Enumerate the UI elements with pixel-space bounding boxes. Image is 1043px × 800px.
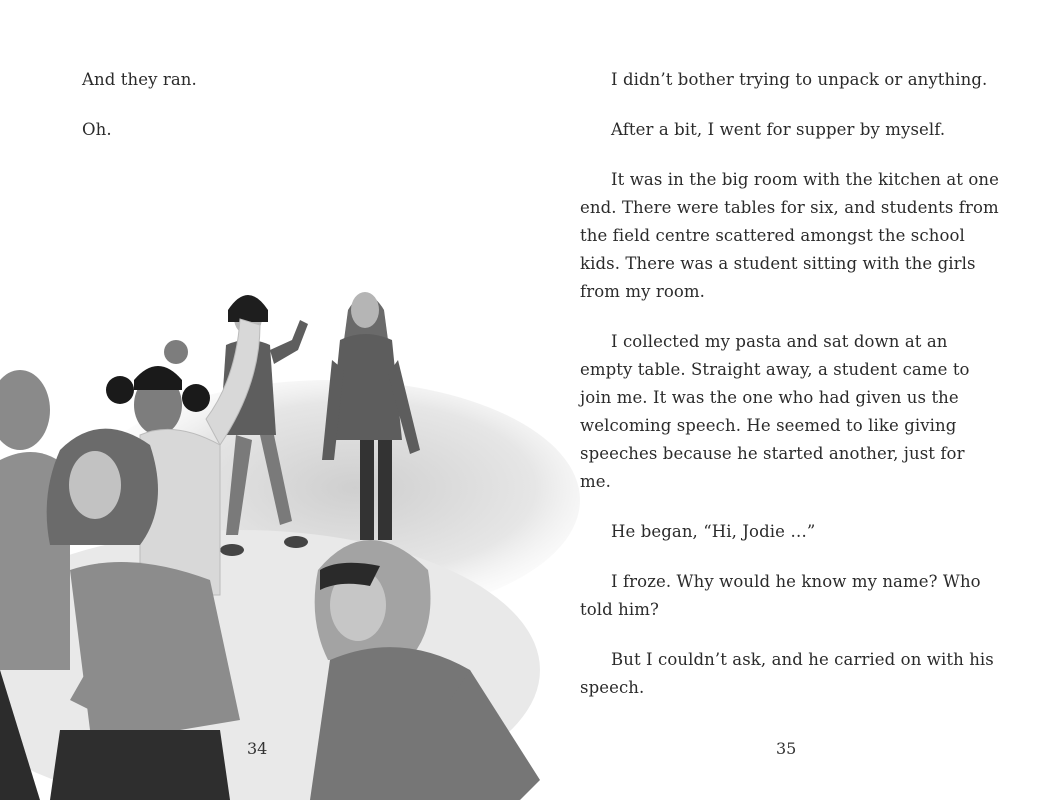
left-page-text [82,66,482,166]
page-number: 35 [776,739,797,758]
left-page [0,0,521,800]
right-page-text [580,66,1000,724]
paragraph: I froze. Why would he know my name? Who told him? [580,572,981,619]
paragraph: But I couldn’t ask, and he carried on with his speech. [580,650,994,697]
paragraph: And they ran. [82,70,197,89]
paragraph: After a bit, I went for supper by myself. [611,120,946,139]
paragraph: I collected my pasta and sat down at an empty table. Straight away, a student came to join me. It was the one who had given us the welcoming speech. He seemed to like giving speeches because he started another, just for me. [580,332,970,491]
right-page [521,0,1043,800]
page-number: 34 [247,739,268,758]
paragraph: I didn’t bother trying to unpack or anything. [611,70,988,89]
paragraph: He began, “Hi, Jodie …” [611,522,816,541]
paragraph: It was in the big room with the kitchen at one end. There were tables for six, and students from the field centre scattered amongst the school kids. There was a student sitting with the girls from my room. [580,170,999,301]
girls-running-illustration [0,270,600,800]
paragraph: Oh. [82,120,112,139]
